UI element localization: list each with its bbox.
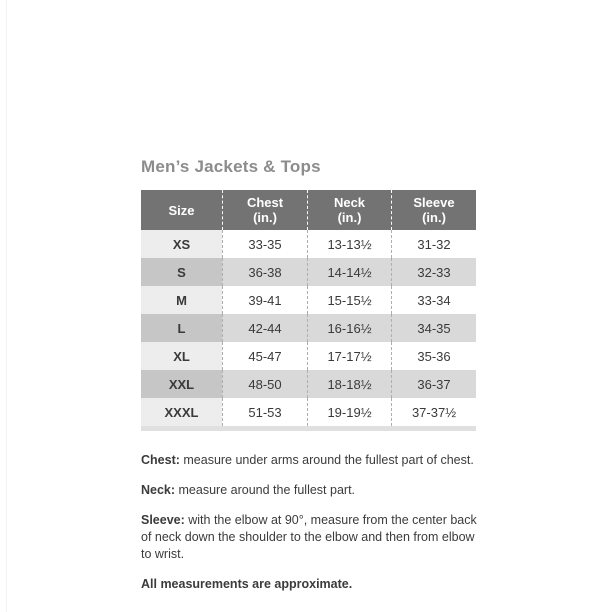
measurement-notes (141, 452, 485, 593)
size-label: XL (141, 342, 222, 370)
note-term: Neck: (141, 483, 176, 497)
table-row (141, 286, 476, 314)
size-label: L (141, 314, 222, 342)
sleeve-value: 36-37 (391, 370, 476, 398)
table-row (141, 314, 476, 342)
neck-value: 14-14½ (307, 258, 391, 286)
header-label: Sleeve (413, 195, 455, 210)
table-row (141, 258, 476, 286)
note-chest (141, 452, 485, 469)
note-term: Sleeve: (141, 513, 185, 527)
note-term: Chest: (141, 453, 180, 467)
chest-value: 51-53 (222, 398, 307, 426)
size-label: XXXL (141, 398, 222, 426)
sleeve-value: 32-33 (391, 258, 476, 286)
size-label: S (141, 258, 222, 286)
header-unit: (in.) (253, 210, 277, 225)
header-label: Size (168, 202, 195, 218)
neck-value: 16-16½ (307, 314, 391, 342)
page-edge-line (6, 0, 7, 612)
sleeve-value: 34-35 (391, 314, 476, 342)
neck-value: 15-15½ (307, 286, 391, 314)
chest-value: 36-38 (222, 258, 307, 286)
note-text: measure under arms around the fullest part of chest. (179, 453, 474, 467)
header-unit: (in.) (422, 210, 446, 225)
neck-value: 13-13½ (307, 230, 391, 258)
sleeve-value: 35-36 (391, 342, 476, 370)
neck-value: 18-18½ (307, 370, 391, 398)
chest-value: 42-44 (222, 314, 307, 342)
table-header-row (141, 190, 476, 230)
header-cell-neck (307, 190, 391, 230)
table-row (141, 342, 476, 370)
table-row (141, 370, 476, 398)
header-cell-size (141, 190, 222, 230)
size-label: M (141, 286, 222, 314)
size-chart-content (141, 157, 476, 606)
sleeve-value: 37-37½ (391, 398, 476, 426)
chest-value: 39-41 (222, 286, 307, 314)
chest-value: 45-47 (222, 342, 307, 370)
header-cell-sleeve (391, 190, 476, 230)
note-text: measure around the fullest part. (175, 483, 356, 497)
header-label: Chest (246, 195, 284, 210)
note-approximate (141, 576, 485, 593)
neck-value: 19-19½ (307, 398, 391, 426)
chest-value: 48-50 (222, 370, 307, 398)
header-unit: (in.) (337, 210, 362, 225)
chest-value: 33-35 (222, 230, 307, 258)
note-text: with the elbow at 90°, measure from the center back of neck down the shoulder to the elbow and then from elbow to wrist. (141, 513, 477, 561)
table-row (141, 398, 476, 426)
size-label: XXL (141, 370, 222, 398)
note-sleeve (141, 512, 485, 563)
note-term: All measurements are approximate. (141, 577, 353, 591)
header-cell-chest (222, 190, 307, 230)
table-bottom-border (141, 426, 476, 431)
sleeve-value: 33-34 (391, 286, 476, 314)
neck-value: 17-17½ (307, 342, 391, 370)
size-table (141, 190, 476, 431)
header-label: Neck (333, 195, 366, 210)
size-label: XS (141, 230, 222, 258)
page-title: Men’s Jackets & Tops (141, 157, 321, 176)
note-neck (141, 482, 485, 499)
sleeve-value: 31-32 (391, 230, 476, 258)
table-row (141, 230, 476, 258)
